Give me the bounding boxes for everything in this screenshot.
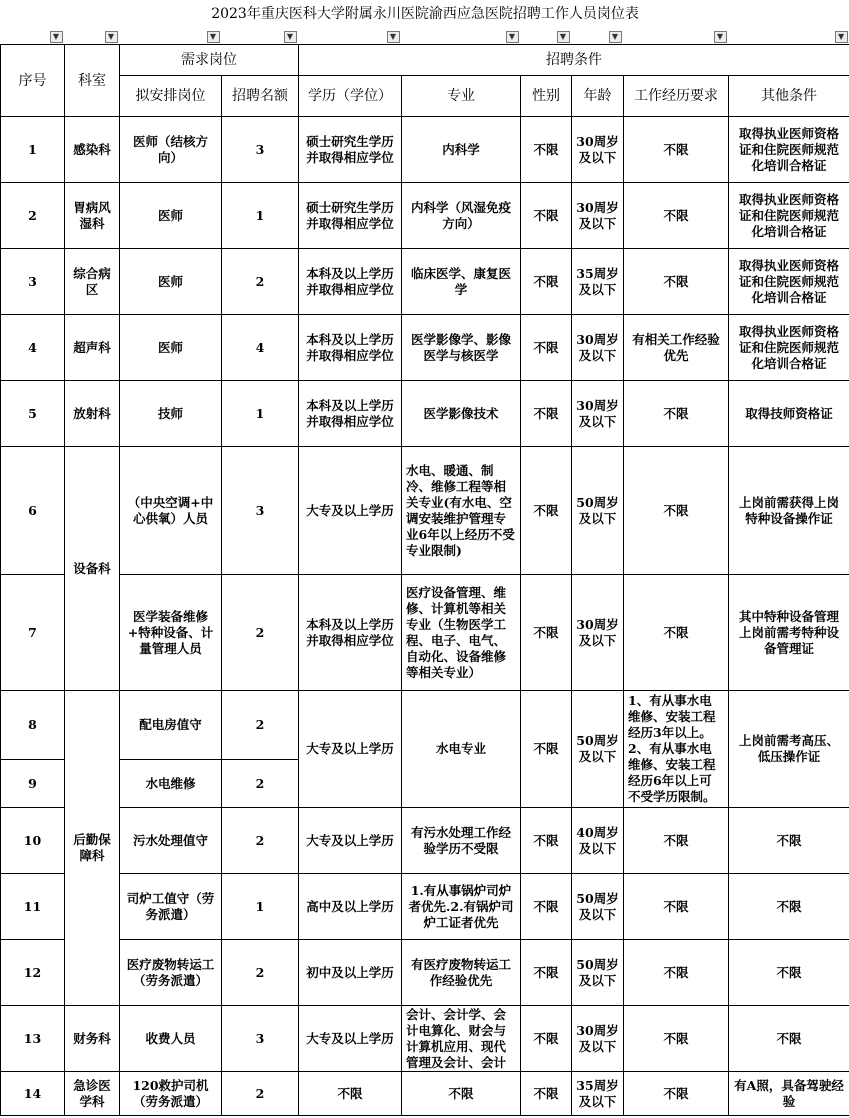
cell-gender: 不限 [521, 381, 572, 447]
cell-seq: 1 [1, 117, 65, 183]
cell-position: 技师 [120, 381, 222, 447]
cell-position: 医疗废物转运工（劳务派遣） [120, 940, 222, 1006]
cell-education: 大专及以上学历 [299, 447, 402, 575]
cell-education: 本科及以上学历并取得相应学位 [299, 315, 402, 381]
cell-gender: 不限 [521, 940, 572, 1006]
cell-seq: 12 [1, 940, 65, 1006]
table-row [1, 381, 849, 447]
cell-dept: 感染科 [65, 117, 120, 183]
table-row [1, 1006, 849, 1072]
cell-major: 内科学 [402, 117, 521, 183]
cell-gender: 不限 [521, 808, 572, 874]
cell-experience: 不限 [624, 808, 729, 874]
header-experience: 工作经历要求 [624, 76, 729, 117]
filter-dropdown-icon[interactable]: ▼ [387, 31, 400, 43]
cell-other: 有A照，具备驾驶经验 [729, 1072, 849, 1116]
cell-experience: 不限 [624, 381, 729, 447]
cell-quota: 1 [222, 183, 299, 249]
cell-other: 其中特种设备管理上岗前需考特种设备管理证 [729, 575, 849, 691]
table-row [1, 575, 849, 691]
cell-major: 水电专业 [402, 691, 521, 808]
table-row [1, 874, 849, 940]
cell-seq: 4 [1, 315, 65, 381]
cell-dept: 综合病区 [65, 249, 120, 315]
cell-position: 医师 [120, 249, 222, 315]
cell-education: 大专及以上学历 [299, 691, 402, 808]
cell-education: 初中及以上学历 [299, 940, 402, 1006]
cell-seq: 3 [1, 249, 65, 315]
page-title: 2023年重庆医科大学附属永川医院渝西应急医院招聘工作人员岗位表 [211, 6, 639, 22]
cell-age: 30周岁及以下 [572, 381, 624, 447]
cell-position: 收费人员 [120, 1006, 222, 1072]
cell-position: 配电房值守 [120, 691, 222, 760]
cell-education: 硕士研究生学历并取得相应学位 [299, 183, 402, 249]
cell-quota: 2 [222, 249, 299, 315]
cell-position: 医师（结核方向） [120, 117, 222, 183]
cell-experience: 不限 [624, 1006, 729, 1072]
cell-age: 35周岁及以下 [572, 1072, 624, 1116]
cell-position: 医学装备维修+特种设备、计量管理人员 [120, 575, 222, 691]
cell-gender: 不限 [521, 1072, 572, 1116]
cell-seq: 2 [1, 183, 65, 249]
filter-dropdown-icon[interactable]: ▼ [835, 31, 848, 43]
cell-gender: 不限 [521, 447, 572, 575]
filter-dropdown-icon[interactable]: ▼ [557, 31, 570, 43]
header-position: 拟安排岗位 [120, 76, 222, 117]
table-row [1, 940, 849, 1006]
cell-education: 本科及以上学历并取得相应学位 [299, 381, 402, 447]
table-row [1, 447, 849, 575]
cell-age: 50周岁及以下 [572, 874, 624, 940]
cell-quota: 3 [222, 447, 299, 575]
cell-education: 本科及以上学历并取得相应学位 [299, 249, 402, 315]
cell-education: 高中及以上学历 [299, 874, 402, 940]
filter-dropdown-icon[interactable]: ▼ [284, 31, 297, 43]
cell-dept: 放射科 [65, 381, 120, 447]
cell-education: 不限 [299, 1072, 402, 1116]
cell-other: 取得执业医师资格证和住院医师规范化培训合格证 [729, 315, 849, 381]
cell-seq: 7 [1, 575, 65, 691]
cell-major: 临床医学、康复医学 [402, 249, 521, 315]
cell-dept: 超声科 [65, 315, 120, 381]
cell-experience: 不限 [624, 183, 729, 249]
cell-seq: 6 [1, 447, 65, 575]
cell-age: 40周岁及以下 [572, 808, 624, 874]
cell-education: 本科及以上学历并取得相应学位 [299, 575, 402, 691]
cell-quota: 1 [222, 381, 299, 447]
cell-seq: 13 [1, 1006, 65, 1072]
header-cond-group: 招聘条件 [299, 45, 849, 76]
header-age: 年龄 [572, 76, 624, 117]
filter-dropdown-icon[interactable]: ▼ [50, 31, 63, 43]
cell-age: 30周岁及以下 [572, 575, 624, 691]
cell-dept: 急诊医学科 [65, 1072, 120, 1116]
cell-major: 医学影像技术 [402, 381, 521, 447]
table-row [1, 1072, 849, 1116]
cell-experience: 不限 [624, 575, 729, 691]
table-row [1, 249, 849, 315]
cell-experience: 1、有从事水电维修、安装工程经历3年以上。2、有从事水电维修、安装工程经历6年以上可不受学历限制。 [624, 691, 729, 808]
cell-age: 30周岁及以下 [572, 183, 624, 249]
filter-dropdown-icon[interactable]: ▼ [105, 31, 118, 43]
cell-major: 会计、会计学、会计电算化、财会与计算机应用、现代管理及会计、会计 [402, 1006, 521, 1072]
cell-education: 大专及以上学历 [299, 808, 402, 874]
cell-quota: 2 [222, 691, 299, 760]
cell-education: 大专及以上学历 [299, 1006, 402, 1072]
cell-gender: 不限 [521, 315, 572, 381]
cell-other: 不限 [729, 874, 849, 940]
header-quota: 招聘名额 [222, 76, 299, 117]
table-row [1, 315, 849, 381]
cell-age: 35周岁及以下 [572, 249, 624, 315]
table-row [1, 691, 849, 760]
filter-dropdown-icon[interactable]: ▼ [207, 31, 220, 43]
cell-position: 医师 [120, 183, 222, 249]
cell-position: 司炉工值守（劳务派遣） [120, 874, 222, 940]
cell-other: 取得执业医师资格证和住院医师规范化培训合格证 [729, 249, 849, 315]
table-row [1, 183, 849, 249]
cell-other: 取得技师资格证 [729, 381, 849, 447]
cell-quota: 4 [222, 315, 299, 381]
cell-major: 有污水处理工作经验学历不受限 [402, 808, 521, 874]
cell-gender: 不限 [521, 117, 572, 183]
cell-dept: 后勤保障科 [65, 691, 120, 1006]
cell-position: 水电维修 [120, 760, 222, 808]
cell-seq: 5 [1, 381, 65, 447]
cell-dept: 胃病风湿科 [65, 183, 120, 249]
cell-experience: 不限 [624, 447, 729, 575]
cell-experience: 不限 [624, 117, 729, 183]
filter-row [1, 28, 849, 45]
cell-seq: 14 [1, 1072, 65, 1116]
cell-gender: 不限 [521, 874, 572, 940]
cell-seq: 10 [1, 808, 65, 874]
cell-age: 30周岁及以下 [572, 1006, 624, 1072]
cell-other: 不限 [729, 1006, 849, 1072]
cell-gender: 不限 [521, 691, 572, 808]
cell-major: 不限 [402, 1072, 521, 1116]
cell-experience: 不限 [624, 249, 729, 315]
cell-seq: 9 [1, 760, 65, 808]
filter-dropdown-icon[interactable]: ▼ [714, 31, 727, 43]
header-seq: 序号 [1, 45, 65, 117]
cell-quota: 3 [222, 1006, 299, 1072]
cell-position: 医师 [120, 315, 222, 381]
header-education: 学历（学位） [299, 76, 402, 117]
cell-experience: 不限 [624, 874, 729, 940]
table-row [1, 117, 849, 183]
header-need-group: 需求岗位 [120, 45, 299, 76]
cell-gender: 不限 [521, 1006, 572, 1072]
cell-gender: 不限 [521, 183, 572, 249]
cell-major: 有医疗废物转运工作经验优先 [402, 940, 521, 1006]
cell-other: 不限 [729, 940, 849, 1006]
header-major: 专业 [402, 76, 521, 117]
cell-major: 1.有从事锅炉司炉者优先.2.有锅炉司炉工证者优先 [402, 874, 521, 940]
cell-other: 不限 [729, 808, 849, 874]
cell-quota: 2 [222, 940, 299, 1006]
cell-age: 30周岁及以下 [572, 315, 624, 381]
cell-quota: 2 [222, 575, 299, 691]
cell-age: 50周岁及以下 [572, 691, 624, 808]
header-dept: 科室 [65, 45, 120, 117]
cell-major: 医疗设备管理、维修、计算机等相关专业（生物医学工程、电子、电气、自动化、设备维修等相关专业） [402, 575, 521, 691]
cell-gender: 不限 [521, 575, 572, 691]
cell-other: 上岗前需获得上岗特种设备操作证 [729, 447, 849, 575]
cell-age: 30周岁及以下 [572, 117, 624, 183]
cell-quota: 2 [222, 1072, 299, 1116]
cell-age: 50周岁及以下 [572, 940, 624, 1006]
cell-age: 50周岁及以下 [572, 447, 624, 575]
cell-major: 水电、暖通、制冷、维修工程等相关专业(有水电、空调安装维护管理专业6年以上经历不受专业限制) [402, 447, 521, 575]
cell-seq: 8 [1, 691, 65, 760]
cell-dept: 设备科 [65, 447, 120, 691]
cell-dept: 财务科 [65, 1006, 120, 1072]
cell-experience: 有相关工作经验优先 [624, 315, 729, 381]
cell-major: 内科学（风湿免疫方向） [402, 183, 521, 249]
cell-quota: 3 [222, 117, 299, 183]
filter-dropdown-icon[interactable]: ▼ [506, 31, 519, 43]
header-gender: 性别 [521, 76, 572, 117]
cell-other: 取得执业医师资格证和住院医师规范化培训合格证 [729, 117, 849, 183]
cell-quota: 2 [222, 760, 299, 808]
cell-experience: 不限 [624, 940, 729, 1006]
cell-quota: 1 [222, 874, 299, 940]
cell-gender: 不限 [521, 249, 572, 315]
header-other: 其他条件 [729, 76, 849, 117]
cell-position: （中央空调+中心供氧）人员 [120, 447, 222, 575]
cell-seq: 11 [1, 874, 65, 940]
cell-education: 硕士研究生学历并取得相应学位 [299, 117, 402, 183]
cell-other: 上岗前需考高压、低压操作证 [729, 691, 849, 808]
cell-major: 医学影像学、影像医学与核医学 [402, 315, 521, 381]
cell-quota: 2 [222, 808, 299, 874]
cell-experience: 不限 [624, 1072, 729, 1116]
cell-position: 120救护司机（劳务派遣） [120, 1072, 222, 1116]
cell-other: 取得执业医师资格证和住院医师规范化培训合格证 [729, 183, 849, 249]
table-row [1, 808, 849, 874]
cell-position: 污水处理值守 [120, 808, 222, 874]
filter-dropdown-icon[interactable]: ▼ [609, 31, 622, 43]
